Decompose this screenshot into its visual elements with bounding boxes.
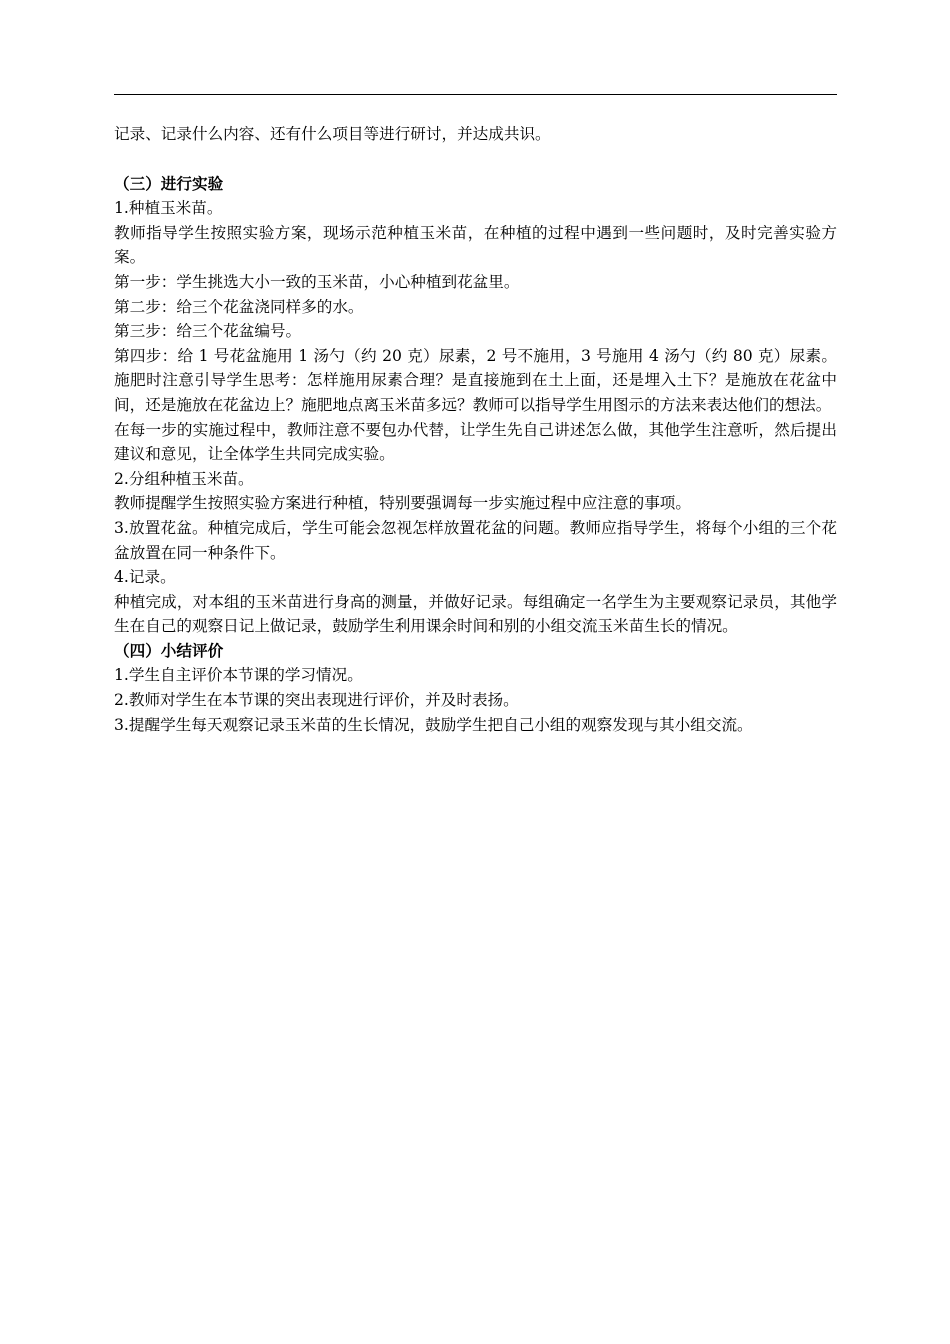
step-three: 第三步：给三个花盆编号。: [114, 322, 302, 341]
item-group-planting: 2.分组种植玉米苗。: [114, 469, 254, 488]
paragraph-group-planting: 教师提醒学生按照实验方案进行种植，特别要强调每一步实施过程中应注意的事项。: [114, 494, 691, 513]
document-body: [114, 122, 837, 737]
paragraph-teacher-demo: 教师指导学生按照实验方案，现场示范种植玉米苗，在种植的过程中遇到一些问题时，及时完善实验方案。: [114, 223, 837, 267]
item-place-pots: 3.放置花盆。种植完成后，学生可能会忽视怎样放置花盆的问题。教师应指导学生，将每个小组的三个花盆放置在同一种条件下。: [114, 518, 837, 562]
paragraph-implementation-note: 在每一步的实施过程中，教师注意不要包办代替，让学生先自己讲述怎么做，其他学生注意听，然后提出建议和意见，让全体学生共同完成实验。: [114, 420, 837, 464]
step-two: 第二步：给三个花盆浇同样多的水。: [114, 297, 364, 316]
step-one: 第一步：学生挑选大小一致的玉米苗，小心种植到花盆里。: [114, 272, 520, 291]
item-plant-seedlings: 1.种植玉米苗。: [114, 199, 223, 218]
header-rule: [114, 94, 837, 95]
paragraph-record: 种植完成，对本组的玉米苗进行身高的测量，并做好记录。每组确定一名学生为主要观察记录员，其他学生在自己的观察日记上做记录，鼓励学生利用课余时间和别的小组交流玉米苗生长的情况。: [114, 592, 837, 636]
paragraph-gap: [114, 147, 837, 172]
summary-item-3: 3.提醒学生每天观察记录玉米苗的生长情况，鼓励学生把自己小组的观察发现与其小组交流。: [114, 715, 753, 734]
section-heading-summary: （四）小结评价: [114, 640, 224, 660]
summary-item-1: 1.学生自主评价本节课的学习情况。: [114, 666, 363, 685]
step-four: 第四步：给 1 号花盆施用 1 汤勺（约 20 克）尿素，2 号不施用，3 号施用 4 汤勺（约 80 克）尿素。施肥时注意引导学生思考：怎样施用尿素合理？是直接施到在土上面，还是埋入土下？是施放在花盆中间，还是施放在花盆边上？施肥地点离玉米苗多远？教师可以指导学生用图示的方法来表达他们的想法。: [114, 346, 837, 414]
summary-item-2: 2.教师对学生在本节课的突出表现进行评价，并及时表扬。: [114, 691, 519, 710]
item-record: 4.记录。: [114, 568, 176, 587]
section-heading-experiment: （三）进行实验: [114, 173, 224, 193]
intro-paragraph: 记录、记录什么内容、还有什么项目等进行研讨，并达成共识。: [114, 125, 551, 143]
